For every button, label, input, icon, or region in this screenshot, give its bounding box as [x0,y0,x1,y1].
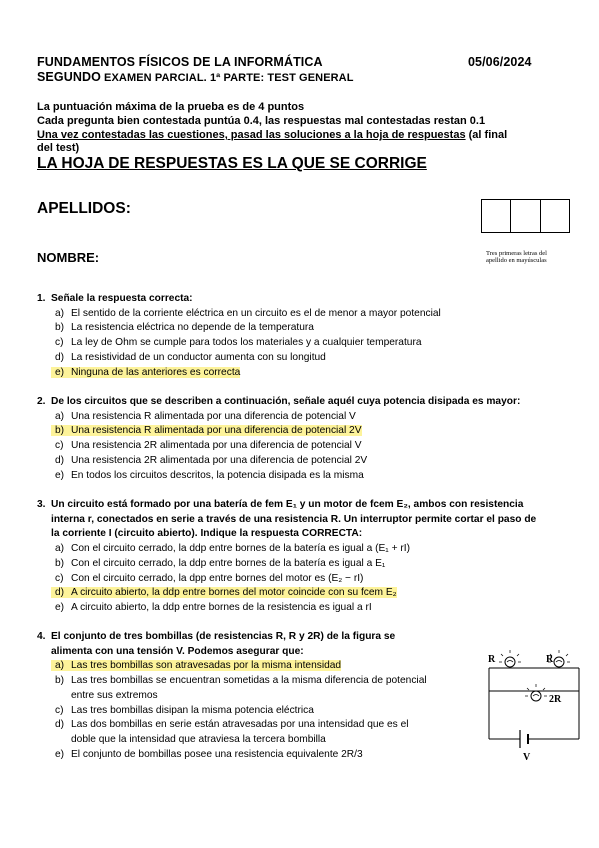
exam-date: 05/06/2024 [468,55,532,69]
q1-option-c[interactable]: c) La ley de Ohm se cumple para todos los materiales y a cualquier temperatura [55,337,422,349]
q4-option-d[interactable]: d) Las dos bombillas en serie están atravesadas por una intensidad que es el [55,719,409,731]
exam-subtitle [37,70,354,84]
question-3-text: 3. Un circuito está formado por una batería de fem E₁ y un motor de fcem E₂, ambos con resistencia interna r, conectados en serie a través de una resistencia R. Un interruptor permite cortar el paso de la corriente I (circuito abierto). Indique la respuesta CORRECTA: [37,499,537,540]
q2-option-a[interactable]: a) Una resistencia R alimentada por una diferencia de potencial V [55,410,356,422]
question-1-text: 1. Señale la respuesta correcta: [37,292,567,307]
question-4-text: 4. El conjunto de tres bombillas (de resistencias R, R y 2R) de la figura se alimenta con una tensión V. Podemos asegurar que: [37,631,396,657]
question-3-number: 3. [37,499,46,510]
subtitle-part-b: EXAMEN PARCIAL. 1ª PARTE: TEST GENERAL [100,72,354,84]
q2-option-d[interactable]: d) Una resistencia 2R alimentada por una diferencia de potencial 2V [55,454,368,466]
circuit-label-r1: R [488,654,496,665]
letter-box-note-line2: apellido en mayúsculas [486,257,547,264]
q4-option-d-cont: doble que la intensidad que atraviesa la tercera bombilla [71,733,326,745]
question-2-text: 2. De los circuitos que se describen a continuación, señale aquél cuya potencia disipada es mayor: [37,395,567,410]
q2-option-c[interactable]: c) Una resistencia 2R alimentada por una diferencia de potencial V [55,440,362,452]
q1-option-d[interactable]: d) La resistividad de un conductor aumenta con su longitud [55,351,326,363]
question-2 [37,395,567,483]
q4-option-c[interactable]: c) Las tres bombillas disipan la misma potencia eléctrica [55,704,314,716]
letter-box-note-line1: Tres primeras letras del [486,250,547,257]
question-4-number: 4. [37,631,46,642]
bulb-icon [525,684,547,701]
q3-option-b[interactable]: b) Con el circuito cerrado, la ddp entre bornes de la batería es igual a E₁ [55,557,386,569]
instruction-max-score: La puntuación máxima de la prueba es de 4 puntos [37,101,305,113]
instruction-transfer [37,129,507,141]
q3-option-d[interactable]: d) A circuito abierto, la ddp entre bornes del motor coincide con su fcem E₂ [51,586,567,601]
q1-option-e[interactable]: e) Ninguna de las anteriores es correcta [51,366,567,381]
letter-box-3[interactable] [541,200,569,232]
q4-option-b-cont: entre sus extremos [71,689,158,701]
question-4 [37,630,477,762]
letter-box-1[interactable] [482,200,511,232]
question-3-options [37,542,567,616]
q4-option-b[interactable]: b) Las tres bombillas se encuentran sometidas a la misma diferencia de potencial [55,675,427,687]
q1-option-b[interactable]: b) La resistencia eléctrica no depende de la temperatura [55,322,314,334]
surname-letter-boxes[interactable] [481,199,570,233]
question-1-options [37,307,567,381]
question-2-options [37,410,567,484]
question-3 [37,498,567,616]
instruction-transfer-underlined: Una vez contestadas las cuestiones, pasad las soluciones a la hoja de respuestas [37,129,466,141]
answer-sheet-warning: LA HOJA DE RESPUESTAS ES LA QUE SE CORRIGE [37,155,427,172]
question-1 [37,292,567,380]
question-1-number: 1. [37,293,46,304]
question-4-options [37,659,477,762]
letter-box-2[interactable] [511,200,540,232]
nombre-label: NOMBRE: [37,250,100,265]
instruction-scoring: Cada pregunta bien contestada puntúa 0.4, las respuestas mal contestadas restan 0.1 [37,115,486,127]
question-2-number: 2. [37,396,46,407]
q3-option-a[interactable]: a) Con el circuito cerrado, la ddp entre bornes de la batería es igual a (E₁ + rI) [55,543,410,555]
circuit-label-v: V [523,752,531,763]
apellidos-label: APELLIDOS: [37,200,131,217]
q3-option-e[interactable]: e) A circuito abierto, la ddp entre bornes de la resistencia es igual a rI [55,601,372,613]
instruction-transfer-cont: del test) [37,142,80,154]
q4-option-a[interactable]: a) Las tres bombillas son atravesadas por la misma intensidad [51,659,477,674]
q2-option-e[interactable]: e) En todos los circuitos descritos, la potencia disipada es la misma [55,469,364,481]
q4-option-e[interactable]: e) El conjunto de bombillas posee una resistencia equivalente 2R/3 [55,748,363,760]
instruction-transfer-rest: (al final [465,129,508,141]
letter-box-note [486,250,576,264]
exam-title: FUNDAMENTOS FÍSICOS DE LA INFORMÁTICA [37,55,323,69]
circuit-label-r2: R [546,654,554,665]
bulb-icon [499,650,521,667]
q2-option-b[interactable]: b) Una resistencia R alimentada por una diferencia de potencial 2V [51,424,567,439]
q3-option-c[interactable]: c) Con el circuito cerrado, la dpp entre bornes del motor es (E₂ − rI) [55,572,364,584]
subtitle-part-a: SEGUNDO [37,70,101,84]
circuit-label-2r: 2R [549,694,562,705]
circuit-diagram [484,646,584,766]
q1-option-a[interactable]: a) El sentido de la corriente eléctrica en un circuito es el de menor a mayor potencial [55,307,441,319]
